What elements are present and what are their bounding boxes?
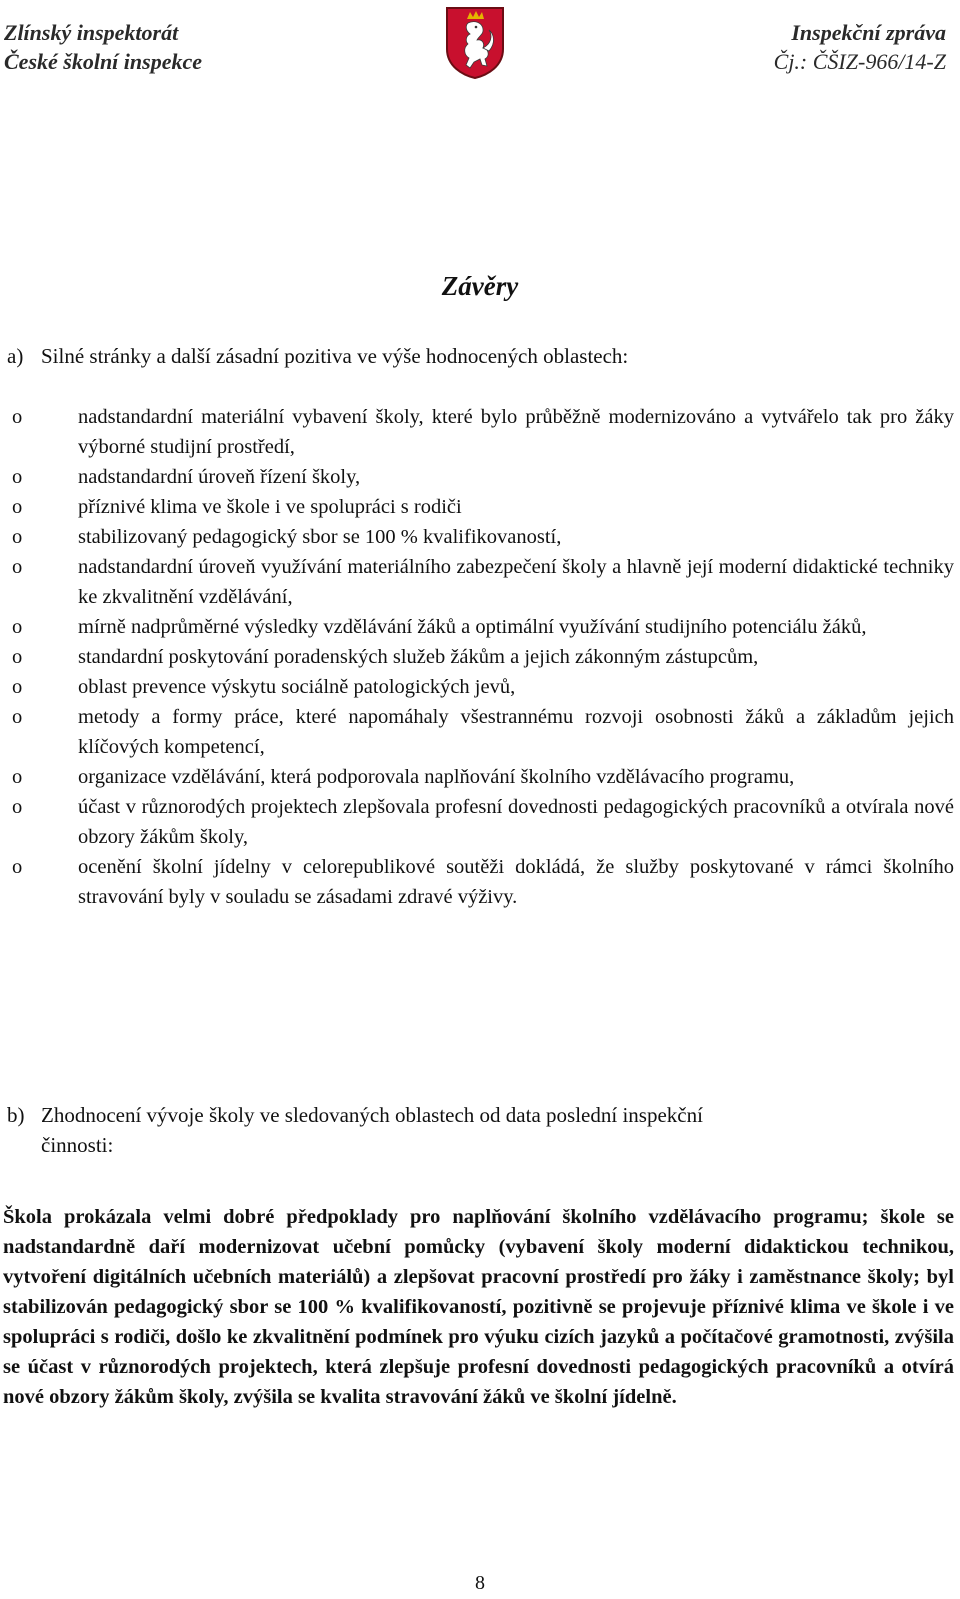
list-item [10, 552, 954, 612]
bullet: o [12, 496, 23, 518]
inspectorate-name: Zlínský inspektorát [4, 20, 179, 45]
list-item [10, 672, 954, 702]
section-b-heading [7, 1100, 945, 1160]
list-item [10, 762, 954, 792]
section-b-label: b) [7, 1103, 25, 1127]
list-item [10, 612, 954, 642]
section-a-heading [7, 341, 945, 371]
page-title: Závěry [441, 271, 519, 301]
list-item-text: oblast prevence výskytu sociálně patologických jevů, [78, 676, 516, 698]
list-item [10, 852, 954, 912]
inspection-authority-name: České školní inspekce [4, 49, 202, 74]
list-item [10, 402, 954, 462]
list-item [10, 702, 954, 762]
section-b-heading-text: Zhodnocení vývoje školy ve sledovaných oblastech od data poslední inspekční [41, 1103, 703, 1127]
document-type: Inspekční zpráva [791, 20, 946, 45]
list-item-text: standardní poskytování poradenských služeb žákům a jejich zákonným zástupcům, [78, 646, 759, 668]
bullet: o [12, 796, 23, 818]
bullet: o [12, 466, 23, 488]
bullet: o [12, 646, 23, 668]
list-item [10, 792, 954, 852]
list-item [10, 492, 954, 522]
list-item [10, 642, 954, 672]
bullet: o [12, 706, 23, 728]
list-item-text: mírně nadprůměrné výsledky vzdělávání žáků a optimální využívání studijního potenciálu žáků, [78, 616, 867, 638]
bullet: o [12, 406, 23, 428]
list-item [10, 462, 954, 492]
bullet: o [12, 556, 23, 578]
section-b-heading-continuation: činnosti: [41, 1133, 114, 1157]
list-item-text: příznivé klima ve škole i ve spolupráci s rodiči [78, 496, 462, 518]
list-item-text: organizace vzdělávání, která podporovala naplňování školního vzdělávacího programu, [78, 766, 795, 788]
list-item-text: nadstandardní materiální vybavení školy, které bylo průběžně modernizováno a vytvářelo tak pro žáky výborné studijní prostředí, [78, 406, 954, 458]
list-item-text: metody a formy práce, které napomáhaly všestrannému rozvoji osobnosti žáků a základům jejich klíčových kompetencí, [78, 706, 954, 758]
bullet: o [12, 616, 23, 638]
czech-coat-of-arms-icon [444, 5, 506, 80]
list-item-text: ocenění školní jídelny v celorepublikové soutěži dokládá, že služby poskytované v rámci školního stravování byly v souladu se zásadami zdravé výživy. [78, 856, 954, 908]
header-left [4, 18, 202, 76]
list-item-text: nadstandardní úroveň řízení školy, [78, 466, 361, 488]
header-right [774, 18, 946, 76]
bullet: o [12, 766, 23, 788]
list-item [10, 522, 954, 552]
development-summary: Škola prokázala velmi dobré předpoklady pro naplňování školního vzdělávacího programu; škole se nadstandardně daří modernizovat učební pomůcky (vybavení školy moderní didaktickou technikou, vytvoření digitálních učebních materiálů) a zlepšovat pracovní prostředí pro žáky i zaměstnance školy; byl stabilizován pedagogický sbor se 100 % kvalifikovaností, pozitivně se projevuje příznivé klima ve škole i ve spolupráci s rodiči, došlo ke zkvalitnění podmínek pro výuku cizích jazyků a počítačové gramotnosti, zvýšila se účast v různorodých projektech, která zlepšuje profesní dovednosti pedagogických pracovníků a otvírá nové obzory žákům školy, zvýšila se kvalita stravování žáků ve školní jídelně. [3, 1206, 954, 1408]
reference-number: Čj.: ČŠIZ-966/14-Z [773, 49, 946, 74]
section-a-label: a) [7, 344, 24, 368]
list-item-text: stabilizovaný pedagogický sbor se 100 % kvalifikovaností, [78, 526, 562, 548]
strengths-list [10, 402, 954, 912]
bullet: o [12, 526, 23, 548]
bullet: o [12, 856, 23, 878]
page-number: 8 [475, 1572, 485, 1594]
list-item-text: účast v různorodých projektech zlepšovala profesní dovednosti pedagogických pracovníků a otvírala nové obzory žákům školy, [78, 796, 954, 848]
bullet: o [12, 676, 23, 698]
section-a-heading-text: Silné stránky a další zásadní pozitiva ve výše hodnocených oblastech: [41, 344, 629, 368]
list-item-text: nadstandardní úroveň využívání materiálního zabezpečení školy a hlavně její moderní didaktické techniky ke zkvalitnění vzdělávání, [78, 556, 954, 608]
